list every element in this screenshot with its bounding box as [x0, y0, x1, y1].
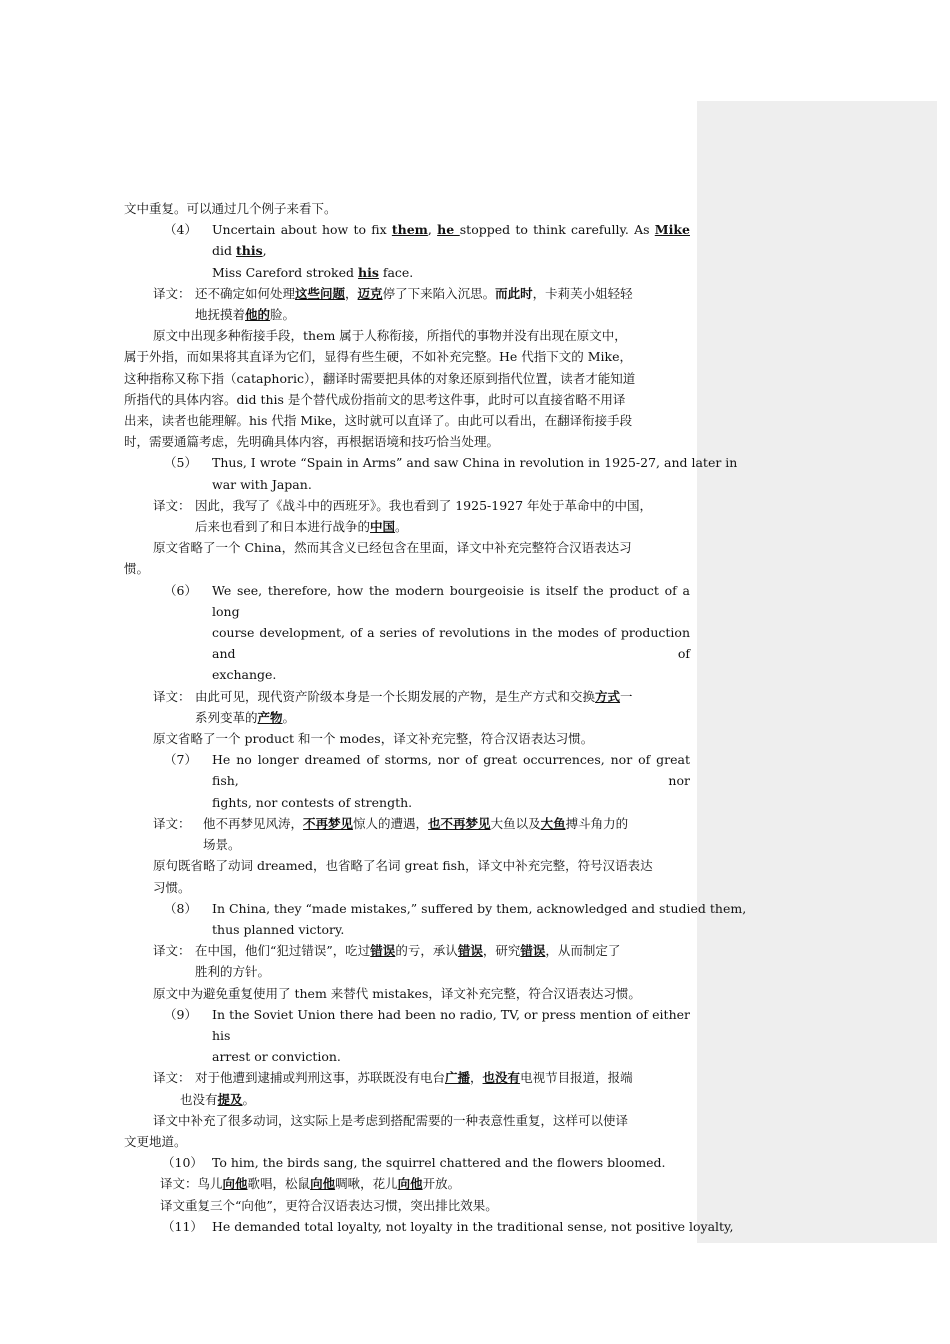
emphasis: 方式: [595, 688, 621, 704]
text-span: 由此可见，现代资产阶级本身是一个长期发展的产物，是生产方式和交换: [195, 688, 596, 704]
text-span: 鸟儿: [197, 1176, 223, 1192]
example-11: [124, 1216, 734, 1237]
paragraph-line: 所指代的具体内容。did this 是个替代成份指前文的思考这件事，此时可以直接省略不用译: [124, 391, 626, 407]
text-span: exchange.: [212, 667, 277, 683]
emphasis: 错误: [520, 943, 546, 959]
text-span: Uncertain about how to fix: [212, 222, 392, 238]
emphasis: 不再梦见: [303, 815, 354, 831]
example-number: （5）: [164, 455, 197, 471]
text-span: 对于他遭到逮捕或判刑这事，苏联既没有电台: [195, 1070, 446, 1086]
emphasis: 错误: [370, 943, 396, 959]
translation-label: 译文：: [153, 815, 191, 831]
text-span: ，从而制定了: [545, 943, 621, 959]
translation-text: [195, 283, 690, 325]
translation-4: [124, 283, 690, 325]
emphasis: this: [235, 243, 263, 259]
text-span: 因此，我写了《战斗中的西班牙》。我也看到了 1925-1927 年处于革命中的中国，: [195, 497, 653, 513]
translation-9: [124, 1067, 690, 1088]
text-span: 电视节目报道，报端: [520, 1070, 633, 1086]
text-span: Miss Careford stroked: [212, 264, 358, 280]
text-span: 文中重复。可以通过几个例子来看下。: [124, 201, 337, 216]
text-span: 场景。: [203, 837, 241, 853]
text-span: 胜利的方针。: [195, 964, 271, 980]
example-text: [212, 898, 746, 940]
emphasis: 迈克: [357, 285, 383, 301]
paragraph-line: 属于外指，而如果将其直译为它们，显得有些生硬，不如补充完整。He 代指下文的 Mike，: [124, 349, 633, 365]
emphasis: 向他: [222, 1176, 248, 1192]
text-span: ,: [427, 222, 438, 238]
translation-label: 译文：: [153, 1070, 191, 1086]
paragraph-line: 原文中出现多种衔接手段，them 属于人称衔接，所指代的事物并没有出现在原文中，: [153, 328, 627, 344]
paragraph-line: 习惯。: [153, 879, 191, 895]
text-span: face.: [378, 264, 414, 280]
translation-text: [195, 495, 690, 537]
example-text: [212, 580, 690, 686]
paragraph-line: 原文省略了一个 product 和一个 modes，译文补充完整，符合汉语表达习惯。: [153, 731, 594, 747]
paragraph-line: 时，需要通篇考虑，先明确具体内容，再根据语境和技巧恰当处理。: [124, 434, 500, 450]
translation-7: [124, 813, 690, 855]
emphasis: 提及: [217, 1091, 243, 1107]
text-span: 。: [282, 709, 296, 725]
example-8: [124, 898, 747, 940]
translation-text: [195, 686, 690, 728]
emphasis: 大鱼: [540, 815, 566, 831]
translation-text: [195, 940, 690, 982]
text-span: 在中国，他们“犯过错误”，吃过: [195, 943, 371, 959]
text-span: 系列变革的: [195, 709, 258, 725]
example-number: （8）: [164, 900, 197, 916]
text-span: 啁啾，花儿: [335, 1176, 398, 1192]
document-body: [124, 198, 747, 1237]
text-span: 。: [395, 519, 408, 535]
text-span: arrest or conviction.: [212, 1049, 341, 1065]
example-number: （10）: [162, 1155, 203, 1171]
emphasis: 错误: [457, 943, 483, 959]
translation-text: [203, 813, 690, 855]
translation-10: [124, 1173, 690, 1194]
paragraph-line: 原句既省略了动词 dreamed，也省略了名词 great fish，译文中补充完整，符号汉语表达: [153, 858, 653, 874]
text-span: 他不再梦见风涛，: [203, 815, 304, 831]
paragraph-line: 原文中为避免重复使用了 them 来替代 mistakes，译文补充完整，符合汉语表达习惯。: [153, 985, 641, 1001]
text-span: He no longer dreamed of storms, nor of great occurrences, nor of great fish, nor: [212, 752, 690, 789]
paragraph-line: 惯。: [124, 561, 150, 577]
example-5: [124, 452, 738, 494]
text-span: 后来也看到了和日本进行战争的: [195, 519, 371, 535]
text-span: 的亏，承认: [395, 943, 458, 959]
emphasis: 向他: [310, 1176, 336, 1192]
text-span: war with Japan.: [212, 476, 312, 492]
example-9: [124, 1004, 690, 1068]
emphasis: 而此时: [495, 285, 533, 301]
paragraph-line: 这种指称又称下指（cataphoric），翻译时需要把具体的对象还原到指代位置，读者才能知道: [124, 370, 636, 386]
example-10: [124, 1152, 690, 1173]
example-number: （4）: [164, 222, 197, 238]
translation-continuation: [124, 1089, 690, 1110]
text-span: stopped to think carefully. As: [459, 222, 655, 238]
text-span: In the Soviet Union there had been no radio, TV, or press mention of either his: [212, 1006, 690, 1043]
translation-8: [124, 940, 690, 982]
text-span: ，卡莉芙小姐轻轻: [532, 285, 633, 301]
text-span: We see, therefore, how the modern bourgeoisie is itself the product of a long: [212, 582, 690, 619]
example-number: （7）: [164, 752, 197, 768]
text-span: fights, nor contests of strength.: [212, 794, 413, 810]
text-span: ，研究: [482, 943, 521, 959]
emphasis: he: [437, 222, 460, 238]
emphasis: 产物: [257, 709, 283, 725]
text-span: 惊人的遭遇，: [353, 815, 429, 831]
text-span: ,: [262, 243, 267, 259]
text-span: 歌唱，松鼠: [247, 1176, 311, 1192]
emphasis: Mike: [654, 222, 690, 238]
example-text: [212, 749, 690, 813]
text-span: ，: [345, 285, 358, 301]
example-text: [212, 452, 737, 494]
paragraph-line: 译文重复三个“向他”，更符合汉语表达习惯，突出排比效果。: [160, 1197, 498, 1213]
example-number: （11）: [162, 1218, 203, 1234]
emphasis: 也不再梦见: [428, 815, 491, 831]
emphasis: his: [357, 264, 379, 280]
paragraph-line: 原文省略了一个 China，然而其含义已经包含在里面，译文中补充完整符合汉语表达习: [153, 540, 632, 556]
text-span: course development, of a series of revolutions in the modes of production and of: [212, 625, 690, 662]
translation-text: [195, 1067, 690, 1088]
text-span: In China, they “made mistakes,” suffered by them, acknowledged and studied them,: [212, 900, 747, 916]
emphasis: 他的: [245, 307, 271, 323]
translation-label: 译文：: [153, 943, 191, 959]
example-6: [124, 580, 690, 686]
text-span: 搏斗角力的: [565, 815, 629, 831]
text-span: 停了下来陷入沉思。: [382, 285, 496, 301]
text-span: 地抚摸着: [195, 307, 246, 323]
text-span: thus planned victory.: [212, 921, 345, 937]
text-span: 开放。: [422, 1176, 461, 1192]
text-span: 大鱼以及: [490, 815, 541, 831]
emphasis: 广播: [445, 1070, 471, 1086]
text-span: 还不确定如何处理: [195, 285, 296, 301]
text-span: 脸。: [270, 307, 296, 323]
text-span: 。: [242, 1091, 256, 1107]
paragraph-line: 文更地道。: [124, 1133, 187, 1149]
emphasis: 向他: [397, 1176, 423, 1192]
example-text: He demanded total loyalty, not loyalty in the traditional sense, not positive loyalty,: [212, 1218, 734, 1234]
text-span: 也没有: [180, 1091, 218, 1107]
example-text: [212, 1004, 690, 1068]
translation-label: 译文：: [153, 497, 191, 513]
comment-margin-pane: [697, 101, 937, 1243]
text-span: ，: [470, 1070, 483, 1086]
paragraph-line: 出来，读者也能理解。his 代指 Mike，这时就可以直译了。由此可以看出，在翻译衔接手段: [124, 413, 633, 429]
emphasis: them: [391, 222, 428, 238]
text-span: 一: [620, 688, 633, 704]
translation-5: [124, 495, 690, 537]
text-span: Thus, I wrote “Spain in Arms” and saw China in revolution in 1925-27, and later in: [212, 455, 738, 471]
example-text: To him, the birds sang, the squirrel chattered and the flowers bloomed.: [212, 1155, 666, 1171]
example-text: [212, 219, 690, 283]
translation-6: [124, 686, 690, 728]
translation-label: 译文：: [153, 688, 191, 704]
emphasis: 也没有: [482, 1070, 521, 1086]
example-7: [124, 749, 690, 813]
translation-label: 译文：: [153, 285, 191, 301]
paragraph-line: [124, 198, 690, 219]
emphasis: 这些问题: [295, 285, 346, 301]
text-span: did: [212, 243, 236, 259]
paragraph-line: 译文中补充了很多动词，这实际上是考虑到搭配需要的一种表意性重复，这样可以使译: [153, 1112, 629, 1128]
emphasis: 中国: [370, 519, 396, 535]
translation-label: 译文：: [160, 1176, 198, 1192]
example-number: （9）: [164, 1006, 197, 1022]
example-4: [124, 219, 690, 283]
example-number: （6）: [164, 582, 197, 598]
